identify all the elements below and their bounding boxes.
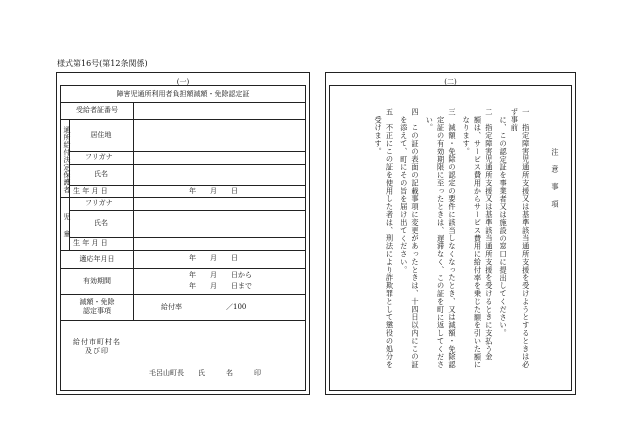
pay-rate-unit: ／100 bbox=[226, 303, 247, 311]
note-line: 二 指定障害児通所支援又は基準該当通所支援を受けるときに支払う金 bbox=[484, 108, 494, 361]
note-line: に、この認定証を事業者又は施設の窓口に提出してください。 bbox=[499, 116, 509, 338]
certificate-front-panel bbox=[56, 72, 310, 395]
notes-frame bbox=[329, 85, 572, 391]
note-line: 額は、サービス費用からサービス費用に給付率を乗じた額を引いた額に bbox=[473, 116, 483, 369]
note-line: なります。 bbox=[462, 116, 472, 156]
panel-header-one: (一) bbox=[176, 78, 190, 86]
child-name-label: 氏名 bbox=[94, 219, 108, 228]
guardian-dob-value: 年 月 日 bbox=[189, 187, 238, 195]
note-line: 定証の有効期限に至ったときは、遅滞なく、この証を町に返してくださ bbox=[436, 116, 446, 369]
guardian-furigana-label: フリガナ bbox=[85, 153, 113, 161]
note-line: 三 減額・免除の認定の要件に該当しなくなったとき、又は減額・免除認 bbox=[447, 108, 457, 369]
certificate-back-panel bbox=[325, 72, 576, 395]
reduction-items-label: 減額・免除 認定事項 bbox=[79, 298, 115, 315]
form-number-label: 様式第16号(第12条関係) bbox=[57, 59, 148, 68]
note-line: 四 この証の表面の記載事項に変更があったときは、十四日以内にこの証 bbox=[411, 108, 421, 369]
child-dob-label: 生 年 月 日 bbox=[73, 239, 108, 247]
certificate-table bbox=[60, 85, 306, 391]
note-line: 一 指定障害児通所支援又は基準該当通所支援を受けようとするときは必ず事前 bbox=[510, 108, 531, 369]
address-label: 居住地 bbox=[90, 130, 112, 139]
panel-header-two: (二) bbox=[444, 78, 457, 86]
note-line: 五 不正にこの証を使用した者は、刑法により詐欺罪として懲役の処分を bbox=[385, 108, 395, 369]
valid-period-label: 有効期間 bbox=[83, 276, 111, 285]
child-section-label: 児童 bbox=[63, 213, 71, 247]
recipient-number-label: 受給者証番号 bbox=[76, 106, 118, 115]
note-line: い。 bbox=[425, 116, 435, 132]
issuer-signature-line: 毛呂山町長 氏 名 印 bbox=[149, 369, 261, 377]
guardian-dob-label: 生 年 月 日 bbox=[73, 187, 108, 195]
notes-title: 注 意 事 項 bbox=[551, 148, 560, 209]
note-line: を添えて、町にその旨を届け出てください。 bbox=[399, 116, 409, 274]
valid-from-value: 年 月 日から bbox=[189, 271, 252, 279]
child-furigana-label: フリガナ bbox=[85, 199, 113, 207]
pay-rate-label: 給付率 bbox=[161, 303, 182, 311]
apply-date-label: 適応年月日 bbox=[79, 254, 115, 263]
guardian-name-label: 氏名 bbox=[94, 170, 108, 179]
valid-to-value: 年 月 日まで bbox=[189, 282, 252, 290]
certificate-title: 障害児通所利用者負担額減額・免除認定証 bbox=[116, 89, 250, 98]
issuer-label: 給付市町村名 及び印 bbox=[73, 338, 121, 355]
apply-date-value: 年 月 日 bbox=[189, 254, 238, 262]
guardian-section-label: 通所給付決定保護者 bbox=[63, 126, 71, 194]
notes-body bbox=[373, 108, 561, 413]
note-line: 受けます。 bbox=[374, 116, 384, 156]
